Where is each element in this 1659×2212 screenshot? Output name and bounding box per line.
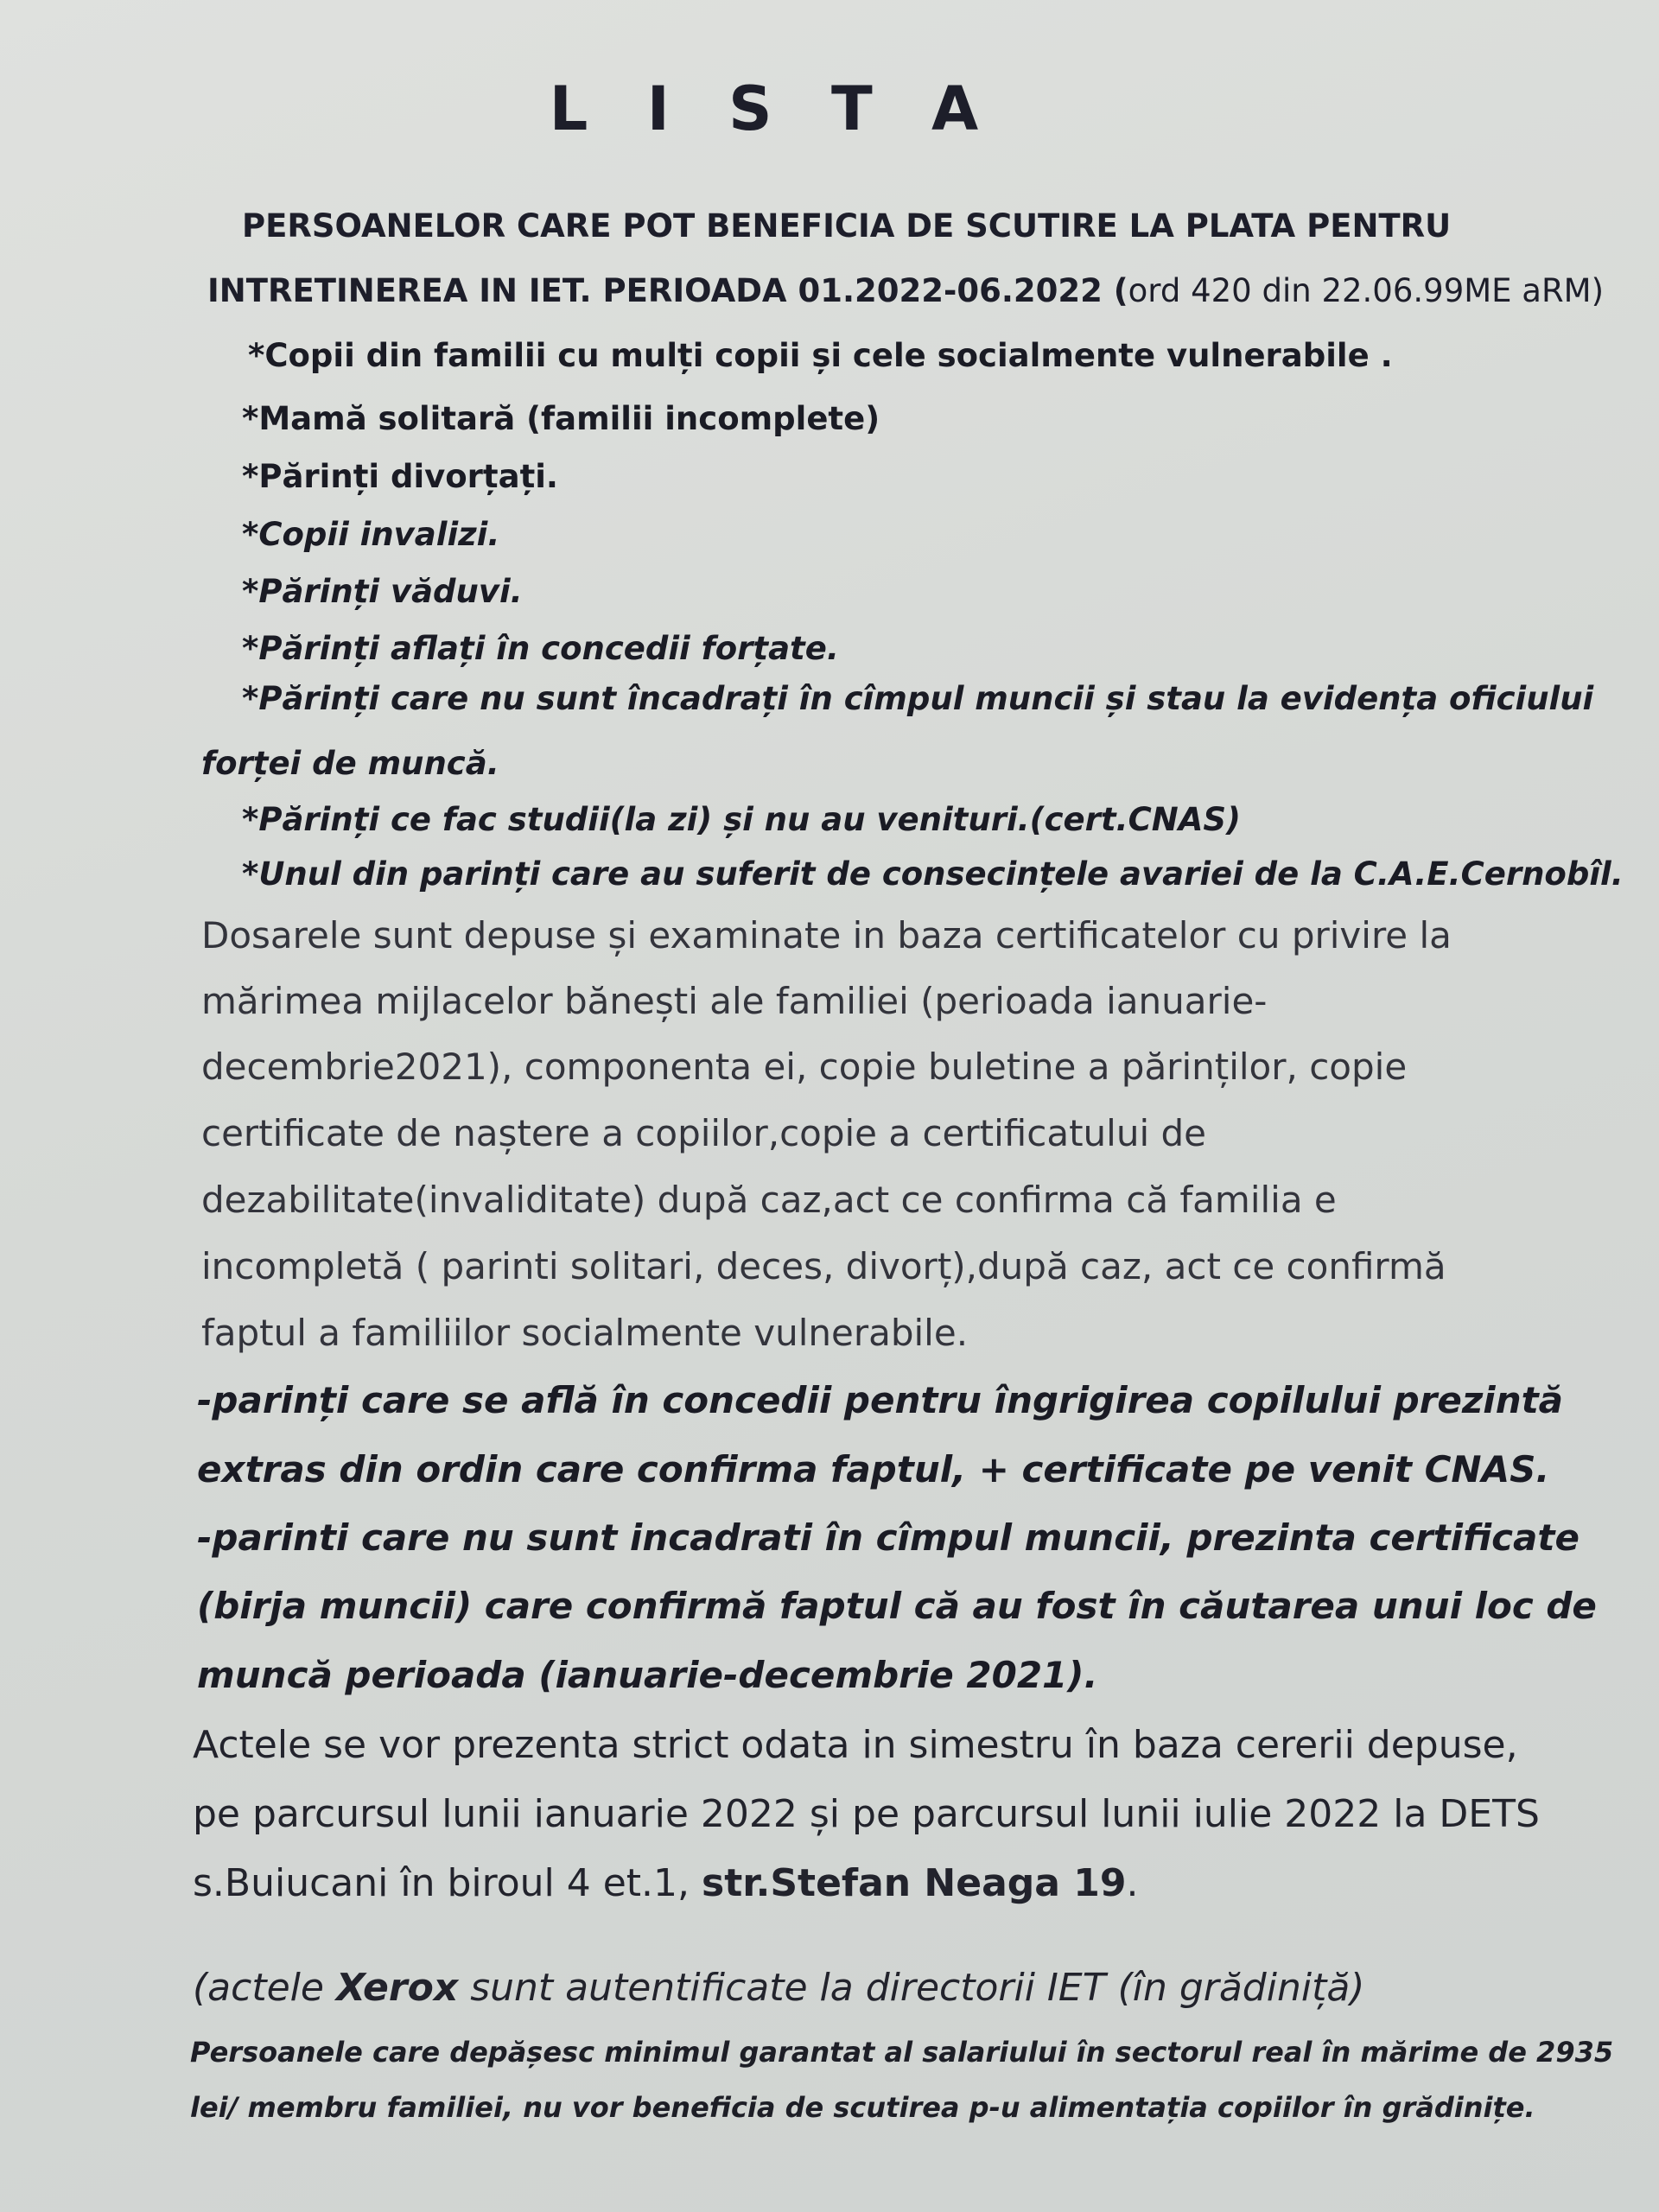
paragraph-line: Dosarele sunt depuse și examinate in baza certificatelor cu privire la xyxy=(201,914,1452,957)
category-item: *Copii invalizi. xyxy=(242,516,500,553)
subtitle-order-reference: ord 420 din 22.06.99ME aRM) xyxy=(1128,272,1605,309)
requirement-line: muncă perioada (ianuarie-decembrie 2021). xyxy=(197,1654,1098,1696)
xerox-word: Xerox xyxy=(335,1966,459,2010)
category-item: *Unul din parinți care au suferit de consecințele avariei de la C.A.E.Cernobîl. xyxy=(242,855,1624,893)
income-note-line: Persoanele care depășesc minimul garantat al salariului în sectorul real în mărime de 2935 xyxy=(190,2036,1614,2069)
paragraph-line: certificate de naștere a copiilor,copie a certificatului de xyxy=(201,1112,1206,1154)
paragraph-line: decembrie2021), componenta ei, copie buletine a părinților, copie xyxy=(201,1046,1408,1088)
acts-address-end: . xyxy=(1126,1861,1139,1905)
acts-line: Actele se vor prezenta strict odata in simestru în baza cererii depuse, xyxy=(193,1723,1518,1767)
subtitle-line-2-bold: INTRETINEREA IN IET. PERIOADA 01.2022-06.2022 ( xyxy=(207,272,1128,309)
category-item: *Părinți aflați în concedii forțate. xyxy=(242,630,839,667)
office-address: str.Stefan Neaga 19 xyxy=(702,1861,1127,1905)
category-item-continuation: forței de muncă. xyxy=(201,745,499,782)
acts-address-prefix: s.Buiucani în biroul 4 et.1, xyxy=(193,1861,702,1905)
requirement-line: -parinti care nu sunt incadrati în cîmpul muncii, prezinta certificate xyxy=(197,1516,1580,1559)
category-item: *Copii din familii cu mulți copii și cele socialmente vulnerabile . xyxy=(248,337,1393,374)
income-note-line: lei/ membru familiei, nu vor beneficia de scutirea p-u alimentația copiilor în grădinițe. xyxy=(190,2091,1535,2124)
subtitle-line-1: PERSOANELOR CARE POT BENEFICIA DE SCUTIRE LA PLATA PENTRU xyxy=(242,207,1452,245)
acts-line: pe parcursul lunii ianuarie 2022 și pe parcursul lunii iulie 2022 la DETS xyxy=(193,1792,1540,1836)
paragraph-line: dezabilitate(invaliditate) după caz,act ce confirma că familia e xyxy=(201,1179,1337,1221)
category-item: *Părinți văduvi. xyxy=(242,573,523,610)
category-item: *Părinți ce fac studii(la zi) și nu au venituri.(cert.CNAS) xyxy=(242,801,1241,838)
requirement-line: extras din ordin care confirma faptul, + certificate pe venit CNAS. xyxy=(197,1448,1550,1491)
subtitle-line-2 xyxy=(207,272,1604,309)
paragraph-line: incompletă ( parinti solitari, deces, divorț),după caz, act ce confirmă xyxy=(201,1245,1446,1287)
category-item: *Mamă solitară (familii incomplete) xyxy=(242,400,880,437)
requirement-line: -parinți care se află în concedii pentru îngrigirea copilului prezintă xyxy=(197,1379,1564,1421)
paragraph-line: mărimea mijlacelor bănești ale familiei (perioada ianuarie- xyxy=(201,980,1268,1022)
category-item: *Părinți divorțați. xyxy=(242,458,558,495)
document-title: L I S T A xyxy=(549,73,998,144)
xerox-note-start: (actele xyxy=(193,1966,336,2010)
paragraph-line: faptul a familiilor socialmente vulnerabile. xyxy=(201,1312,969,1354)
category-item: *Părinți care nu sunt încadrați în cîmpul muncii și stau la evidența oficiului xyxy=(242,680,1594,717)
acts-address-line xyxy=(193,1861,1139,1905)
xerox-note-end: sunt autentificate la directorii IET (în grădiniță) xyxy=(458,1966,1365,2010)
requirement-line: (birja muncii) care confirmă faptul că au fost în căutarea unui loc de xyxy=(197,1585,1597,1627)
xerox-note xyxy=(193,1966,1364,2010)
